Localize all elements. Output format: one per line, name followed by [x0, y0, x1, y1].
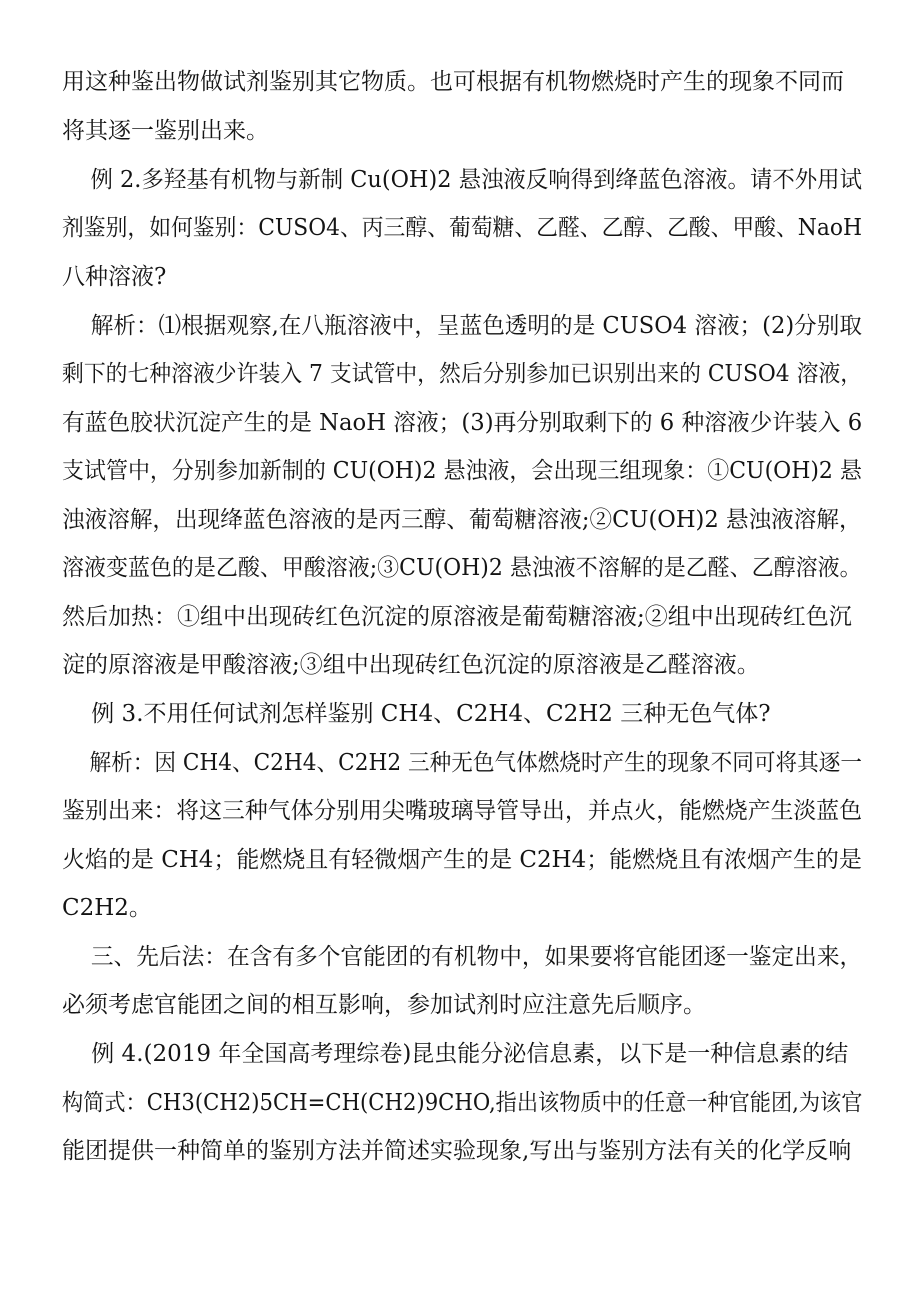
- text-line: 三、先后法：在含有多个官能团的有机物中，如果要将官能团逐一鉴定出来，: [62, 944, 863, 970]
- text-line: 解析：因 CH4、C2H4、C2H2 三种无色气体燃烧时产生的现象不同可将其逐一: [62, 750, 863, 776]
- text-line: 火焰的是 CH4；能燃烧且有轻微烟产生的是 C2H4；能燃烧且有浓烟产生的是: [62, 847, 862, 873]
- text-line: 将其逐一鉴别出来。: [62, 118, 269, 144]
- text-line: 支试管中，分别参加新制的 CU(OH)2 悬浊液，会出现三组现象：①CU(OH)2 悬: [62, 458, 862, 484]
- text-line: 必须考虑官能团之间的相互影响，参加试剂时应注意先后顺序。: [62, 992, 706, 1018]
- text-line: 例 4.(2019 年全国高考理综卷)昆虫能分泌信息素，以下是一种信息素的结: [62, 1041, 849, 1067]
- text-line: 八种溶液?: [62, 264, 167, 290]
- text-line: 浊液溶解，出现绛蓝色溶液的是丙三醇、葡萄糖溶液;②CU(OH)2 悬浊液溶解，: [62, 507, 862, 533]
- text-line: 能团提供一种简单的鉴别方法并简述实验现象,写出与鉴别方法有关的化学反响: [62, 1138, 852, 1164]
- text-line: 例 3.不用任何试剂怎样鉴别 CH4、C2H4、C2H2 三种无色气体?: [62, 701, 771, 727]
- text-line: 然后加热：①组中出现砖红色沉淀的原溶液是葡萄糖溶液;②组中出现砖红色沉: [62, 604, 852, 630]
- text-line: 构简式：CH3(CH2)5CH=CH(CH2)9CHO,指出该物质中的任意一种官能团,为该官: [62, 1090, 863, 1116]
- text-line: C2H2。: [62, 895, 152, 921]
- text-line: 淀的原溶液是甲酸溶液;③组中出现砖红色沉淀的原溶液是乙醛溶液。: [62, 652, 760, 678]
- text-line: 剂鉴别，如何鉴别：CUSO4、丙三醇、葡萄糖、乙醛、乙醇、乙酸、甲酸、NaoH: [62, 215, 863, 241]
- text-line: 鉴别出来：将这三种气体分别用尖嘴玻璃导管导出，并点火，能燃烧产生淡蓝色: [62, 798, 863, 824]
- text-line: 例 2.多羟基有机物与新制 Cu(OH)2 悬浊液反响得到绛蓝色溶液。请不外用试: [62, 167, 863, 193]
- text-line: 解析：⑴根据观察,在八瓶溶液中，呈蓝色透明的是 CUSO4 溶液；(2)分别取: [62, 313, 862, 339]
- text-line: 剩下的七种溶液少许装入 7 支试管中，然后分别参加已识别出来的 CUSO4 溶液，: [62, 361, 863, 387]
- text-line: 有蓝色胶状沉淀产生的是 NaoH 溶液；(3)再分别取剩下的 6 种溶液少许装入 6: [62, 410, 863, 436]
- text-line: 溶液变蓝色的是乙酸、甲酸溶液;③CU(OH)2 悬浊液不溶解的是乙醛、乙醇溶液。: [62, 555, 862, 581]
- text-line: 用这种鉴出物做试剂鉴别其它物质。也可根据有机物燃烧时产生的现象不同而: [62, 69, 844, 95]
